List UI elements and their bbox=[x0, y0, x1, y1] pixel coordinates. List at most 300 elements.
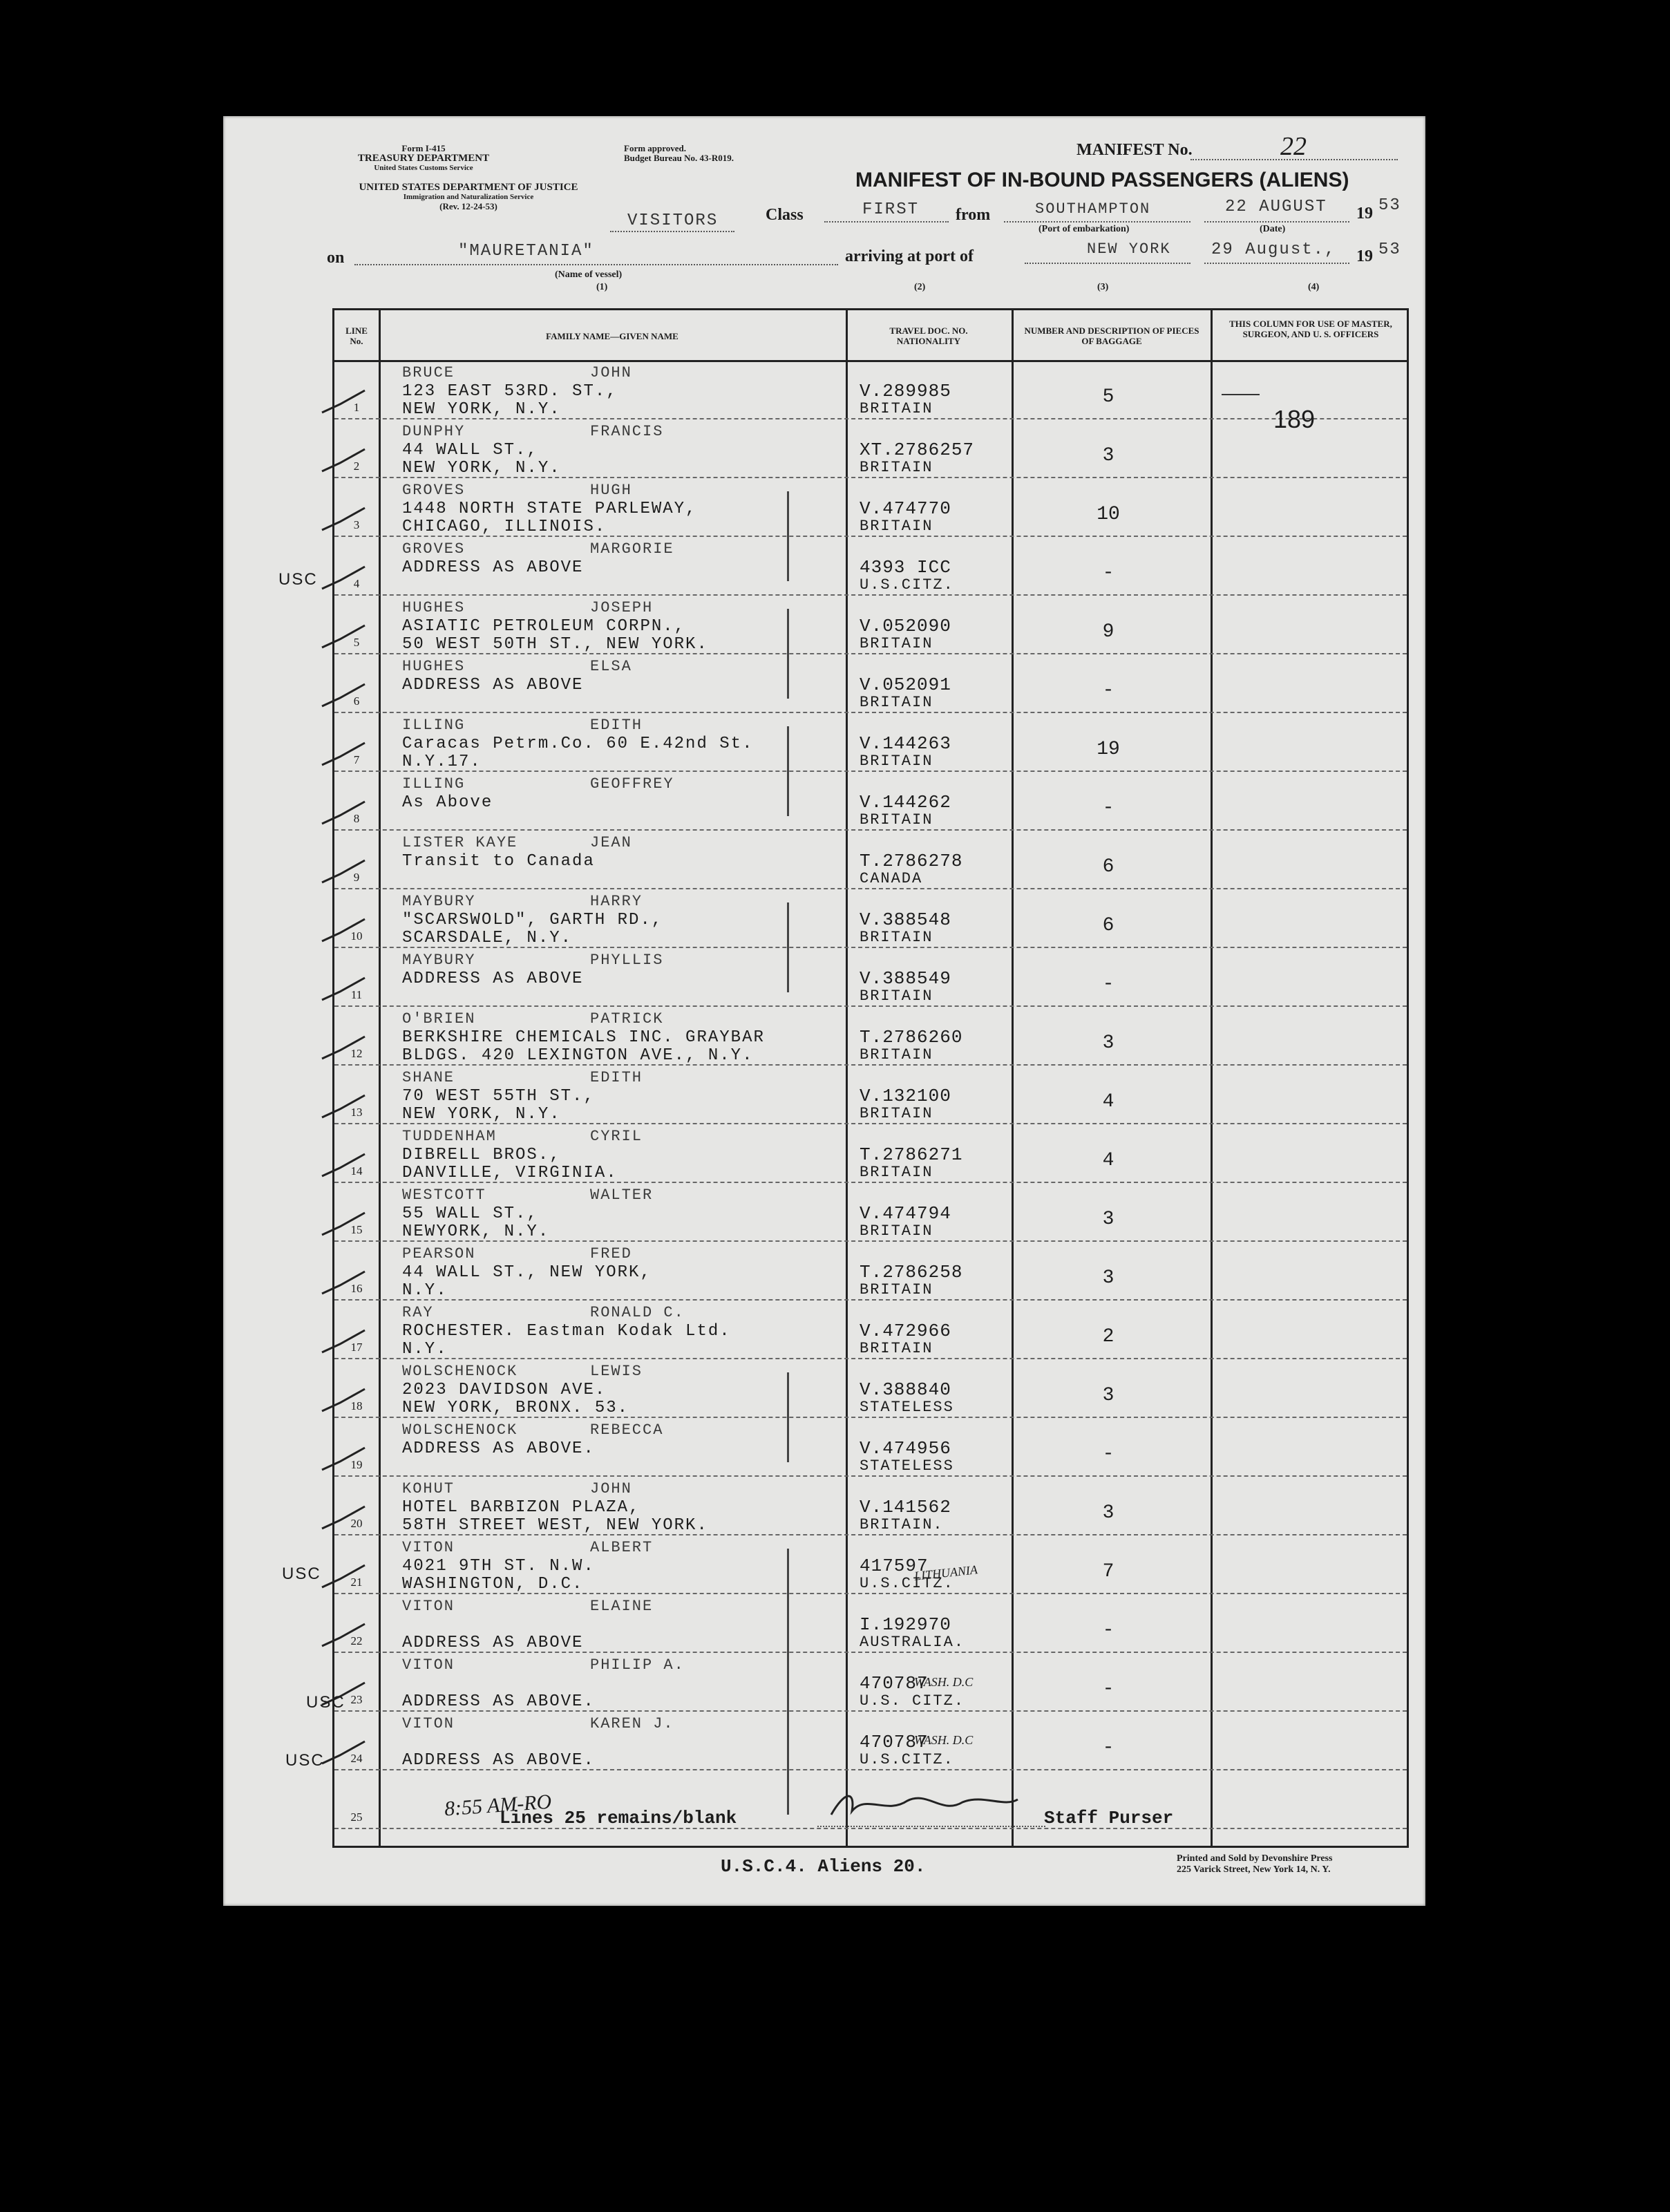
class-line bbox=[824, 221, 949, 223]
address-line-1: 55 WALL ST., bbox=[402, 1204, 538, 1223]
address-line-2: SCARSDALE, N.Y. bbox=[402, 929, 573, 947]
footer-summary: U.S.C.4. Aliens 20. bbox=[721, 1856, 926, 1877]
form-approval bbox=[624, 144, 824, 163]
table-row bbox=[334, 595, 1407, 654]
line-number: 17 bbox=[350, 1341, 363, 1354]
given-name: KAREN J. bbox=[590, 1715, 674, 1732]
baggage-count: 3 bbox=[1102, 1209, 1114, 1230]
address-line-1: 70 WEST 55TH ST., bbox=[402, 1087, 595, 1106]
check-mark-icon bbox=[319, 564, 368, 592]
baggage-count: 3 bbox=[1102, 1032, 1114, 1054]
check-mark-icon bbox=[319, 1210, 368, 1238]
address-line-1: 2023 DAVIDSON AVE. bbox=[402, 1381, 607, 1399]
address-line-1: 1448 NORTH STATE PARLEWAY, bbox=[402, 500, 697, 518]
family-name: HUGHES bbox=[402, 658, 466, 675]
family-group-bracket bbox=[787, 609, 789, 699]
baggage-count: - bbox=[1102, 1620, 1114, 1641]
family-name: DUNPHY bbox=[402, 423, 466, 440]
nationality: STATELESS bbox=[860, 1399, 954, 1416]
purser-signature-line bbox=[817, 1826, 1045, 1827]
nationality: BRITAIN bbox=[860, 635, 933, 652]
address-line-2: CHICAGO, ILLINOIS. bbox=[402, 518, 607, 536]
line-number: 9 bbox=[353, 871, 360, 884]
table-row bbox=[334, 1182, 1407, 1241]
table-row bbox=[334, 360, 1407, 419]
table-row bbox=[334, 889, 1407, 947]
travel-doc-number: V.388549 bbox=[860, 968, 951, 989]
revision-date: (Rev. 12-24-53) bbox=[439, 201, 497, 211]
given-name: REBECCA bbox=[590, 1421, 664, 1439]
address-line-2: N.Y. bbox=[402, 1281, 448, 1300]
travel-doc-number: 470787 bbox=[860, 1732, 929, 1752]
nationality: BRITAIN bbox=[860, 929, 933, 946]
on-label: on bbox=[327, 249, 345, 267]
table-row bbox=[334, 419, 1407, 478]
table-row bbox=[334, 1535, 1407, 1594]
form-number: Form I-415 bbox=[401, 143, 446, 153]
address-line-1: As Above bbox=[402, 793, 493, 812]
baggage-count: - bbox=[1102, 1737, 1114, 1759]
given-name: WALTER bbox=[590, 1187, 654, 1204]
address-line-1: 4021 9TH ST. N.W. bbox=[402, 1557, 595, 1576]
given-name: HARRY bbox=[590, 893, 643, 910]
nationality: BRITAIN bbox=[860, 1164, 933, 1181]
nationality: BRITAIN bbox=[860, 1281, 933, 1298]
address-line-1: DIBRELL BROS., bbox=[402, 1146, 561, 1164]
family-name: WESTCOTT bbox=[402, 1187, 486, 1204]
line-number: 10 bbox=[350, 929, 363, 943]
nationality: BRITAIN bbox=[860, 459, 933, 476]
manifest-page bbox=[223, 116, 1425, 1906]
table-row bbox=[334, 478, 1407, 536]
arrival-year: 53 bbox=[1378, 240, 1401, 259]
family-name: VITON bbox=[402, 1598, 455, 1615]
baggage-count: 3 bbox=[1102, 1385, 1114, 1406]
line-number: 22 bbox=[350, 1634, 363, 1647]
nationality: CANADA bbox=[860, 870, 923, 887]
check-mark-icon bbox=[319, 623, 368, 650]
address-line-2: ADDRESS AS ABOVE bbox=[402, 1634, 584, 1652]
family-name: ILLING bbox=[402, 775, 466, 793]
family-group-bracket bbox=[787, 1549, 789, 1815]
line-number: 8 bbox=[353, 812, 360, 825]
officer-count: 189 bbox=[1273, 405, 1316, 433]
table-row bbox=[334, 1359, 1407, 1417]
family-name: GROVES bbox=[402, 482, 466, 499]
baggage-count: 3 bbox=[1102, 1502, 1114, 1524]
table-row bbox=[334, 1006, 1407, 1065]
check-mark-icon bbox=[319, 1562, 368, 1590]
travel-doc-number: V.388840 bbox=[860, 1379, 951, 1400]
check-mark-icon bbox=[319, 681, 368, 709]
doc-note: WASH. D.C bbox=[914, 1675, 974, 1689]
given-name: EDITH bbox=[590, 717, 643, 734]
nationality: BRITAIN bbox=[860, 753, 933, 770]
address-line-2: 50 WEST 50TH ST., NEW YORK. bbox=[402, 635, 708, 654]
address-line-1: ADDRESS AS ABOVE bbox=[402, 970, 584, 988]
col-header-name: FAMILY NAME—GIVEN NAME bbox=[546, 331, 679, 341]
baggage-count: 9 bbox=[1102, 621, 1114, 643]
class-label: Class bbox=[766, 206, 804, 224]
baggage-count: - bbox=[1102, 797, 1114, 819]
family-name: O'BRIEN bbox=[402, 1010, 476, 1028]
officer-dash bbox=[1222, 394, 1260, 395]
given-name: HUGH bbox=[590, 482, 632, 499]
passenger-table bbox=[332, 308, 1409, 1848]
table-row bbox=[334, 771, 1407, 830]
table-row bbox=[334, 830, 1407, 889]
travel-doc-number: T.2786260 bbox=[860, 1027, 963, 1048]
address-line-1: HOTEL BARBIZON PLAZA, bbox=[402, 1498, 641, 1517]
line-number: 3 bbox=[353, 518, 360, 531]
time-note: 8:55 AM-RO bbox=[444, 1790, 553, 1821]
baggage-count: - bbox=[1102, 1444, 1114, 1465]
nationality: U.S.CITZ. bbox=[860, 1575, 954, 1592]
baggage-count: 6 bbox=[1102, 856, 1114, 878]
given-name: JEAN bbox=[590, 834, 632, 851]
family-group-bracket bbox=[787, 491, 789, 581]
line-number: 19 bbox=[350, 1458, 363, 1471]
travel-doc-number: V.474956 bbox=[860, 1438, 951, 1459]
col-header-doc: TRAVEL DOC. NO. NATIONALITY bbox=[889, 325, 968, 346]
address-line-2: NEW YORK, BRONX. 53. bbox=[402, 1399, 629, 1417]
address-line-2: N.Y. bbox=[402, 1340, 448, 1359]
nationality: STATELESS bbox=[860, 1457, 954, 1475]
family-name: WOLSCHENOCK bbox=[402, 1363, 518, 1380]
given-name: FRANCIS bbox=[590, 423, 664, 440]
travel-doc-number: V.144263 bbox=[860, 733, 951, 754]
nationality: BRITAIN bbox=[860, 400, 933, 417]
date-caption: (Date) bbox=[1260, 224, 1286, 234]
address-line-1: ADDRESS AS ABOVE bbox=[402, 676, 584, 694]
line-number: 5 bbox=[353, 636, 360, 649]
column-1-number: (1) bbox=[596, 282, 608, 292]
check-mark-icon bbox=[319, 388, 368, 415]
purser-signature bbox=[824, 1787, 1025, 1822]
line-number: 15 bbox=[350, 1223, 363, 1236]
family-name: HUGHES bbox=[402, 599, 466, 616]
customs-service: United States Customs Service bbox=[374, 164, 473, 172]
closing-line: Lines 25 remains/blank bbox=[500, 1808, 737, 1828]
col-header-baggage: NUMBER AND DESCRIPTION OF PIECES OF BAGGAGE bbox=[1024, 325, 1199, 346]
line-number: 14 bbox=[350, 1164, 363, 1178]
usc-stamp: USC bbox=[306, 1693, 345, 1712]
usc-stamp: USC bbox=[285, 1751, 325, 1770]
travel-doc-number: V.052091 bbox=[860, 674, 951, 695]
arrival-date: 29 August., bbox=[1211, 240, 1336, 259]
table-row bbox=[334, 712, 1407, 771]
family-name: PEARSON bbox=[402, 1245, 476, 1263]
travel-doc-number: V.052090 bbox=[860, 616, 951, 636]
check-mark-icon bbox=[319, 1093, 368, 1120]
arrival-port-line bbox=[1025, 263, 1190, 264]
line-number: 13 bbox=[350, 1106, 363, 1119]
check-mark-icon bbox=[319, 1504, 368, 1531]
nationality: U.S.CITZ. bbox=[860, 576, 954, 594]
line-number: 11 bbox=[350, 988, 363, 1001]
check-mark-icon bbox=[319, 1621, 368, 1649]
given-name: MARGORIE bbox=[590, 540, 674, 558]
address-line-1: Caracas Petrm.Co. 60 E.42nd St. bbox=[402, 735, 754, 753]
family-group-bracket bbox=[787, 902, 789, 992]
given-name: EDITH bbox=[590, 1069, 643, 1086]
embarkation-line bbox=[1004, 221, 1190, 223]
family-name: MAYBURY bbox=[402, 952, 476, 969]
baggage-count: 7 bbox=[1102, 1561, 1114, 1582]
given-name: ELSA bbox=[590, 658, 632, 675]
baggage-count: - bbox=[1102, 974, 1114, 995]
vessel-line bbox=[354, 264, 838, 265]
table-row bbox=[334, 1594, 1407, 1652]
usc-stamp: USC bbox=[282, 1565, 321, 1583]
baggage-count: 4 bbox=[1102, 1150, 1114, 1171]
given-name: ELAINE bbox=[590, 1598, 654, 1615]
travel-doc-number: V.474770 bbox=[860, 498, 951, 519]
table-row bbox=[334, 1124, 1407, 1182]
family-name: WOLSCHENOCK bbox=[402, 1421, 518, 1439]
column-3-number: (3) bbox=[1097, 282, 1109, 292]
check-mark-icon bbox=[319, 1034, 368, 1061]
baggage-count: 19 bbox=[1097, 739, 1120, 760]
address-line-2: NEW YORK, N.Y. bbox=[402, 400, 561, 419]
family-name: MAYBURY bbox=[402, 893, 476, 910]
check-mark-icon bbox=[319, 740, 368, 768]
department-of-justice: UNITED STATES DEPARTMENT OF JUSTICE bbox=[359, 182, 578, 193]
address-line-2: ADDRESS AS ABOVE. bbox=[402, 1751, 595, 1770]
passenger-rows bbox=[334, 360, 1407, 1846]
given-name: JOSEPH bbox=[590, 599, 654, 616]
arriving-label: arriving at port of bbox=[845, 247, 974, 265]
nationality: BRITAIN bbox=[860, 518, 933, 535]
row-divider bbox=[334, 1828, 1407, 1829]
col-header-officers: THIS COLUMN FOR USE OF MASTER, SURGEON, AND U. S. OFFICERS bbox=[1229, 319, 1392, 339]
line-number: 12 bbox=[350, 1047, 363, 1060]
arrival-port: NEW YORK bbox=[1087, 240, 1171, 258]
purser-label: Staff Purser bbox=[1044, 1808, 1174, 1828]
given-name: PHILIP A. bbox=[590, 1656, 685, 1674]
family-name: LISTER KAYE bbox=[402, 834, 518, 851]
given-name: LEWIS bbox=[590, 1363, 643, 1380]
family-name: ILLING bbox=[402, 717, 466, 734]
address-line-2: NEWYORK, N.Y. bbox=[402, 1222, 550, 1241]
table-row bbox=[334, 536, 1407, 595]
family-name: SHANE bbox=[402, 1069, 455, 1086]
address-line-2: BLDGS. 420 LEXINGTON AVE., N.Y. bbox=[402, 1046, 754, 1065]
nationality: BRITAIN bbox=[860, 694, 933, 711]
line-number: 21 bbox=[350, 1576, 363, 1589]
travel-doc-number: V.141562 bbox=[860, 1497, 951, 1518]
treasury-department: TREASURY DEPARTMENT bbox=[357, 153, 490, 164]
baggage-count: 3 bbox=[1102, 1267, 1114, 1289]
port-of-embarkation: SOUTHAMPTON bbox=[1035, 200, 1151, 218]
usc-stamp: USC bbox=[278, 570, 318, 589]
check-mark-icon bbox=[319, 799, 368, 826]
arrival-year-prefix: 19 bbox=[1356, 247, 1373, 265]
address-line-1: 123 EAST 53RD. ST., bbox=[402, 382, 618, 401]
travel-doc-number: T.2786271 bbox=[860, 1144, 963, 1165]
line-number: 20 bbox=[350, 1517, 363, 1530]
given-name: ALBERT bbox=[590, 1539, 654, 1556]
address-line-2: 58TH STREET WEST, NEW YORK. bbox=[402, 1516, 708, 1535]
year-prefix: 19 bbox=[1356, 205, 1373, 223]
line-number: 7 bbox=[353, 753, 360, 766]
family-name: VITON bbox=[402, 1539, 455, 1556]
table-row bbox=[334, 1241, 1407, 1300]
line-number: 18 bbox=[350, 1399, 363, 1412]
check-mark-icon bbox=[319, 1269, 368, 1296]
address-line-1: 44 WALL ST., bbox=[402, 441, 538, 460]
form-approved: Form approved. bbox=[624, 143, 687, 153]
date-line bbox=[1204, 221, 1349, 223]
printer-line-2: 225 Varick Street, New York 14, N. Y. bbox=[1177, 1864, 1331, 1875]
address-line-2: NEW YORK, N.Y. bbox=[402, 459, 561, 478]
check-mark-icon bbox=[319, 1445, 368, 1473]
nationality: BRITAIN bbox=[860, 987, 933, 1005]
nationality: BRITAIN bbox=[860, 1046, 933, 1064]
baggage-count: 3 bbox=[1102, 445, 1114, 466]
form-block-justice bbox=[323, 182, 614, 211]
address-line-1: ADDRESS AS ABOVE bbox=[402, 558, 584, 577]
category-visitors: VISITORS bbox=[627, 211, 719, 230]
vessel-caption: (Name of vessel) bbox=[555, 270, 623, 280]
family-group-bracket bbox=[787, 1372, 789, 1462]
category-line bbox=[610, 231, 734, 232]
table-row bbox=[334, 1652, 1407, 1711]
table-row bbox=[334, 1711, 1407, 1770]
check-mark-icon bbox=[319, 1327, 368, 1355]
check-mark-icon bbox=[319, 858, 368, 885]
line-number: 16 bbox=[350, 1282, 363, 1295]
travel-doc-number: 470787 bbox=[860, 1673, 929, 1694]
nationality: AUSTRALIA. bbox=[860, 1634, 965, 1651]
column-4-number: (4) bbox=[1308, 282, 1320, 292]
family-name: BRUCE bbox=[402, 364, 455, 381]
travel-doc-number: V.132100 bbox=[860, 1086, 951, 1106]
nationality: U.S. CITZ. bbox=[860, 1692, 965, 1710]
col-header-line: LINE No. bbox=[345, 325, 368, 346]
nationality-note: LITHUANIA bbox=[913, 1562, 978, 1583]
family-name: GROVES bbox=[402, 540, 466, 558]
year-value: 53 bbox=[1378, 196, 1401, 215]
arrival-date-line bbox=[1204, 263, 1349, 264]
column-2-number: (2) bbox=[914, 282, 926, 292]
line-number: 2 bbox=[353, 460, 360, 473]
travel-doc-number: I.192970 bbox=[860, 1614, 951, 1635]
given-name: JOHN bbox=[590, 1480, 632, 1497]
check-mark-icon bbox=[319, 1386, 368, 1414]
baggage-count: 4 bbox=[1102, 1091, 1114, 1113]
table-row bbox=[334, 1417, 1407, 1476]
manifest-number-label: MANIFEST No. bbox=[1076, 141, 1193, 159]
vessel-name: "MAURETANIA" bbox=[458, 242, 594, 261]
check-mark-icon bbox=[319, 975, 368, 1003]
address-line-2: NEW YORK, N.Y. bbox=[402, 1105, 561, 1124]
nationality: BRITAIN bbox=[860, 811, 933, 829]
given-name: FRED bbox=[590, 1245, 632, 1263]
doc-note: WASH. D.C bbox=[914, 1733, 974, 1747]
port-caption: (Port of embarkation) bbox=[1038, 224, 1130, 234]
page-title: MANIFEST OF IN-BOUND PASSENGERS (ALIENS) bbox=[855, 169, 1349, 191]
travel-doc-number: XT.2786257 bbox=[860, 439, 975, 460]
given-name: PHYLLIS bbox=[590, 952, 664, 969]
travel-doc-number: V.472966 bbox=[860, 1321, 951, 1341]
given-name: GEOFFREY bbox=[590, 775, 674, 793]
line-number: 25 bbox=[350, 1811, 363, 1824]
manifest-number-value: 22 bbox=[1280, 132, 1307, 161]
address-line-1: 44 WALL ST., NEW YORK, bbox=[402, 1263, 652, 1282]
line-number: 24 bbox=[350, 1752, 363, 1765]
table-row bbox=[334, 1065, 1407, 1124]
baggage-count: - bbox=[1102, 563, 1114, 584]
table-row bbox=[334, 1300, 1407, 1359]
address-line-1: ROCHESTER. Eastman Kodak Ltd. bbox=[402, 1322, 731, 1341]
printer-line-1: Printed and Sold by Devonshire Press bbox=[1177, 1853, 1333, 1864]
address-line-2: ADDRESS AS ABOVE. bbox=[402, 1692, 595, 1711]
budget-bureau: Budget Bureau No. 43-R019. bbox=[624, 153, 734, 163]
given-name: JOHN bbox=[590, 364, 632, 381]
address-line-2: N.Y.17. bbox=[402, 753, 482, 771]
baggage-count: 5 bbox=[1102, 386, 1114, 408]
travel-doc-number: V.289985 bbox=[860, 381, 951, 401]
address-line-1: Transit to Canada bbox=[402, 852, 595, 871]
travel-doc-number: 4393 ICC bbox=[860, 557, 951, 578]
check-mark-icon bbox=[319, 1739, 368, 1766]
address-line-1: BERKSHIRE CHEMICALS INC. GRAYBAR bbox=[402, 1028, 765, 1047]
address-line-2: WASHINGTON, D.C. bbox=[402, 1575, 584, 1594]
family-name: VITON bbox=[402, 1715, 455, 1732]
baggage-count: - bbox=[1102, 1679, 1114, 1700]
travel-doc-number: V.474794 bbox=[860, 1203, 951, 1224]
baggage-count: 2 bbox=[1102, 1326, 1114, 1348]
travel-doc-number: T.2786278 bbox=[860, 851, 963, 871]
check-mark-icon bbox=[319, 1151, 368, 1179]
ins-service: Immigration and Naturalization Service bbox=[403, 193, 534, 201]
from-label: from bbox=[956, 206, 991, 224]
line-number: 1 bbox=[353, 401, 360, 414]
table-row bbox=[334, 654, 1407, 712]
travel-doc-number: T.2786258 bbox=[860, 1262, 963, 1283]
travel-doc-number: 417597 bbox=[860, 1556, 929, 1576]
line-number: 4 bbox=[353, 577, 360, 590]
family-name: TUDDENHAM bbox=[402, 1128, 497, 1145]
given-name: RONALD C. bbox=[590, 1304, 685, 1321]
family-group-bracket bbox=[787, 726, 789, 816]
check-mark-icon bbox=[319, 505, 368, 533]
family-name: VITON bbox=[402, 1656, 455, 1674]
embarkation-date: 22 AUGUST bbox=[1225, 198, 1327, 216]
check-mark-icon bbox=[319, 916, 368, 944]
nationality: BRITAIN bbox=[860, 1105, 933, 1122]
baggage-count: 10 bbox=[1097, 504, 1120, 525]
check-mark-icon bbox=[319, 446, 368, 474]
class-value: FIRST bbox=[862, 200, 920, 219]
nationality: BRITAIN. bbox=[860, 1516, 944, 1533]
address-line-2: DANVILLE, VIRGINIA. bbox=[402, 1164, 618, 1182]
baggage-count: - bbox=[1102, 680, 1114, 701]
nationality: BRITAIN bbox=[860, 1222, 933, 1240]
nationality: BRITAIN bbox=[860, 1340, 933, 1357]
address-line-1: ADDRESS AS ABOVE. bbox=[402, 1439, 595, 1458]
family-name: KOHUT bbox=[402, 1480, 455, 1497]
form-block-treasury bbox=[334, 144, 513, 173]
line-number: 23 bbox=[350, 1693, 363, 1706]
baggage-count: 6 bbox=[1102, 915, 1114, 936]
table-row bbox=[334, 1476, 1407, 1535]
line-number: 6 bbox=[353, 694, 360, 708]
given-name: PATRICK bbox=[590, 1010, 664, 1028]
family-name: RAY bbox=[402, 1304, 434, 1321]
table-row bbox=[334, 947, 1407, 1006]
